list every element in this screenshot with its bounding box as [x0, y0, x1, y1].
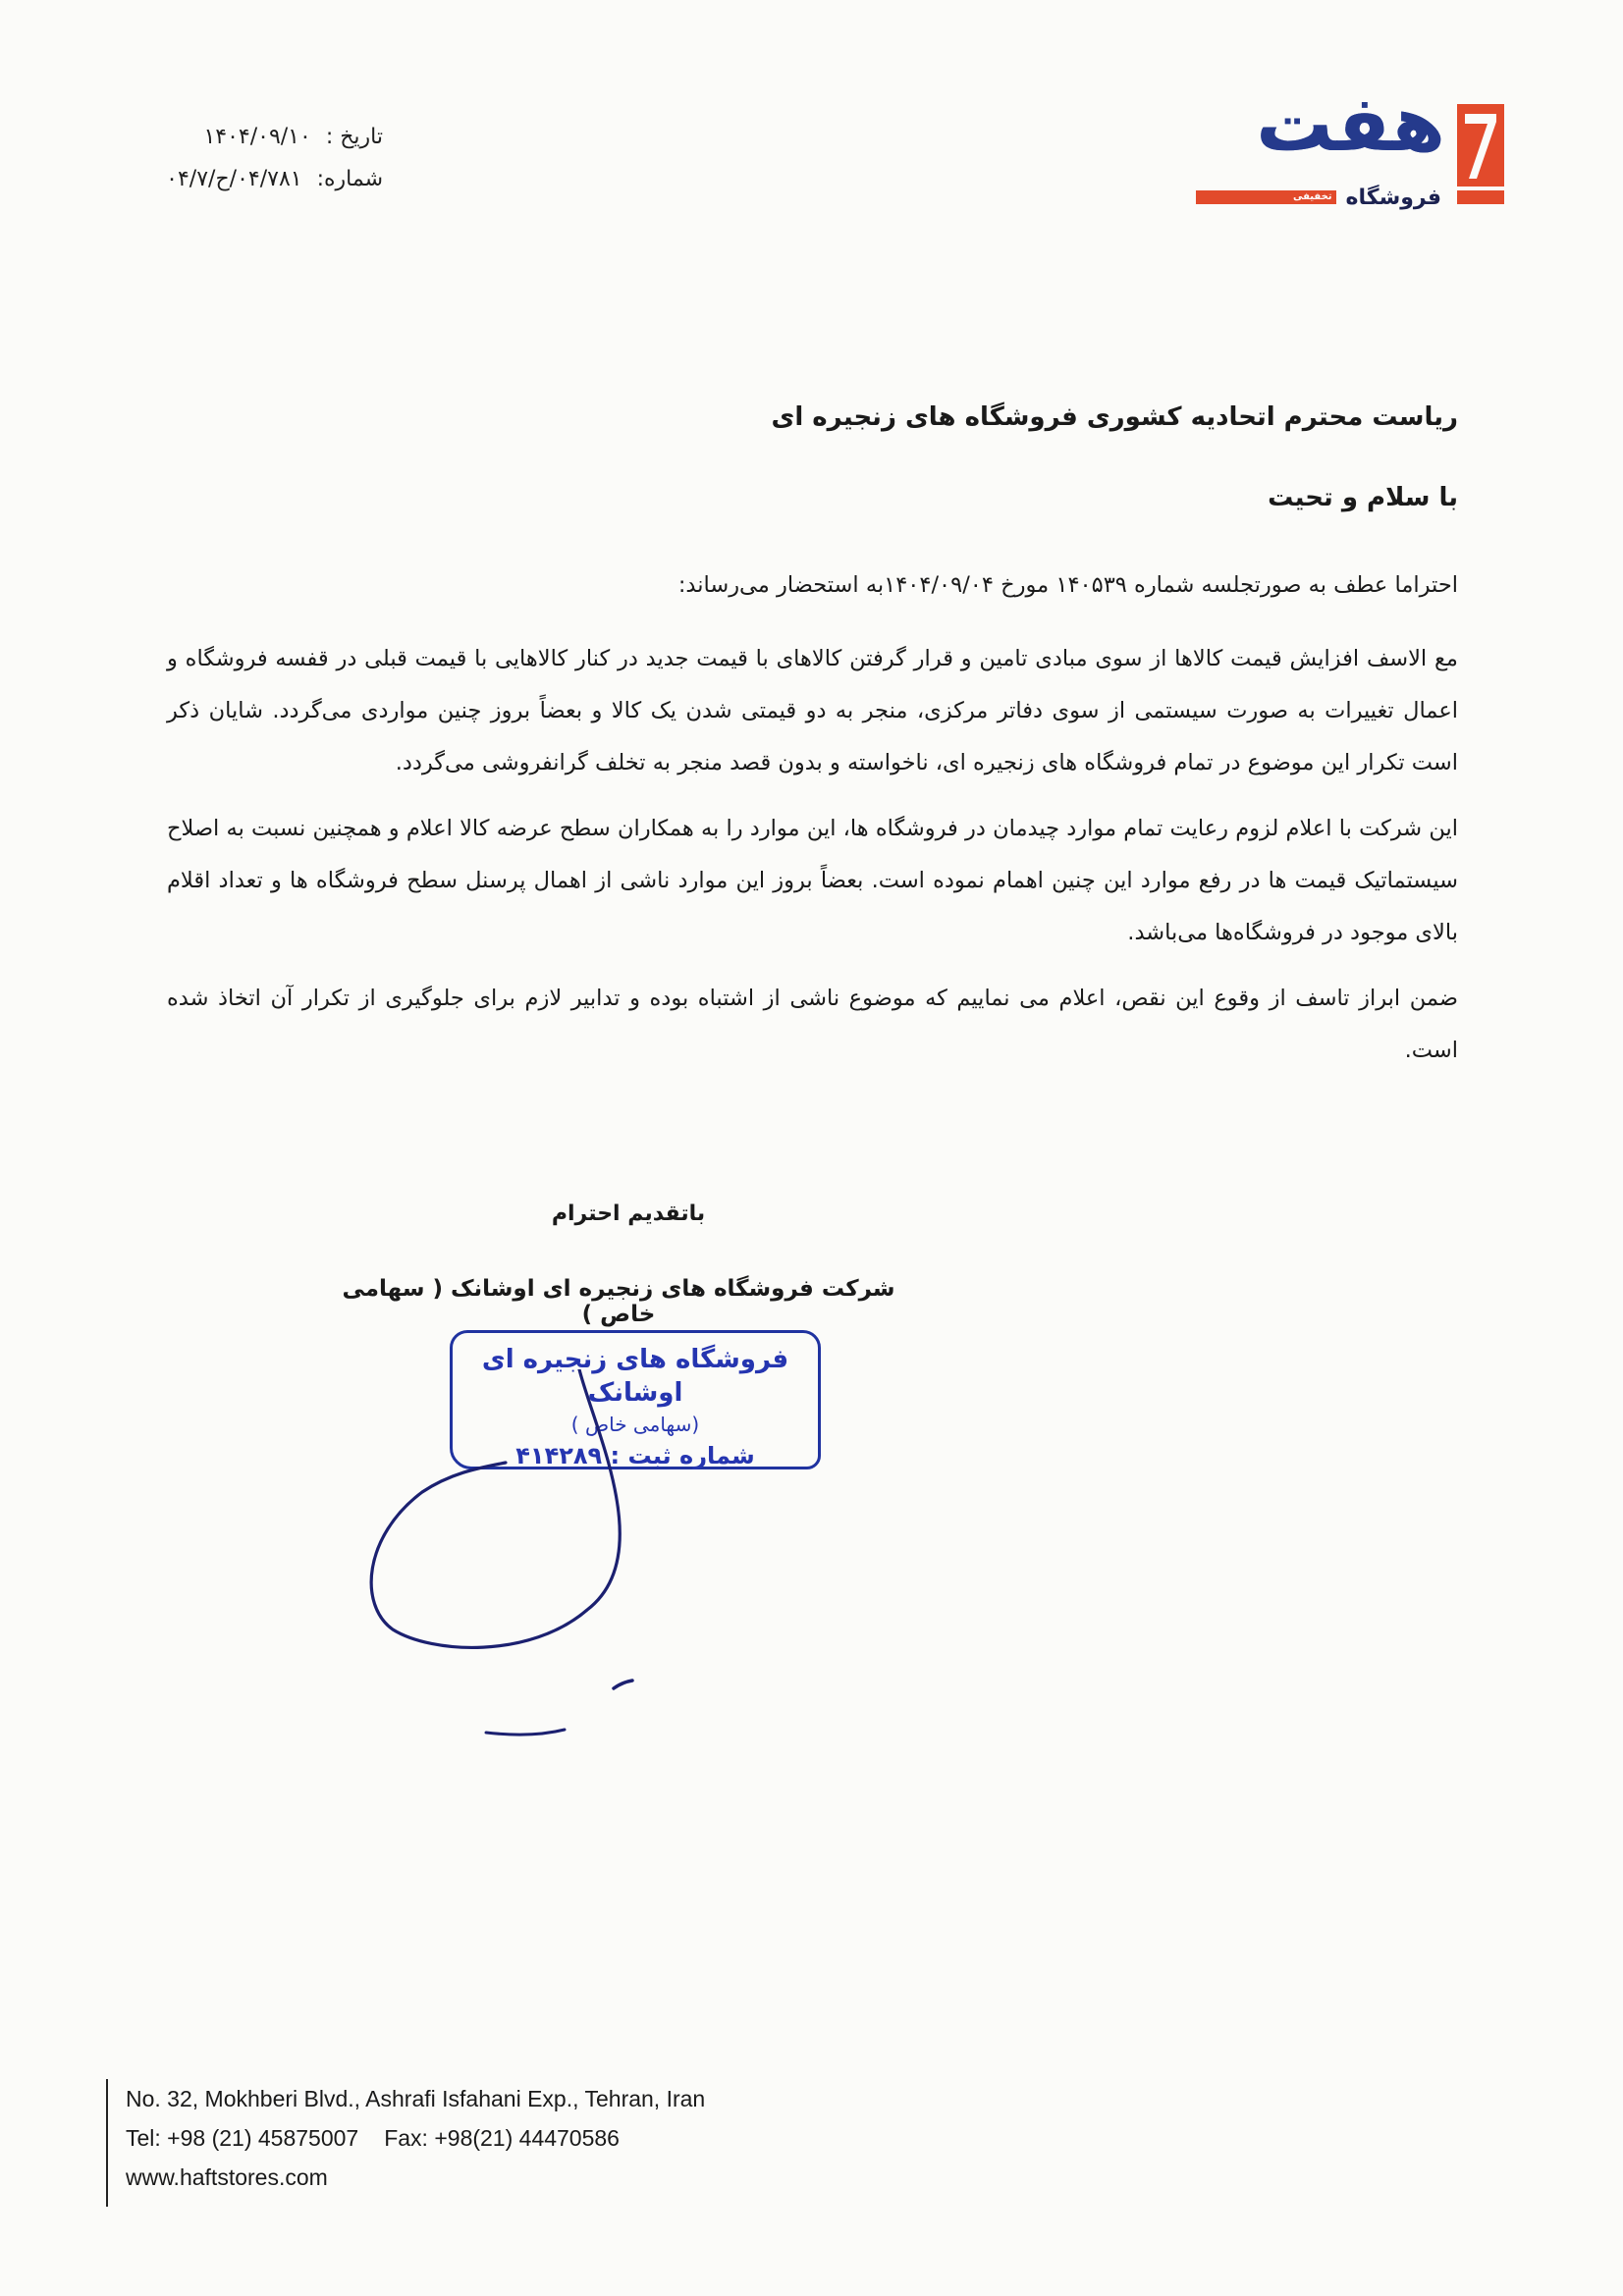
signature-icon: [363, 1369, 687, 1762]
footer-fax: Fax: +98(21) 44470586: [384, 2125, 620, 2151]
logo-wordmark: هفت: [1256, 80, 1445, 169]
logo-discount-bar: [1196, 190, 1336, 204]
logo-seven-icon: [1457, 104, 1504, 187]
footer-website[interactable]: www.haftstores.com: [126, 2164, 328, 2190]
footer-tel: Tel: +98 (21) 45875007: [126, 2125, 359, 2151]
body-paragraph: احتراما عطف به صورتجلسه شماره ۱۴۰۵۳۹ مورخ ۱۴۰۴/۰۹/۰۴به استحضار می‌رساند:: [677, 572, 1458, 598]
body-paragraph: این شرکت با اعلام لزوم رعایت تمام موارد چیدمان در فروشگاه ها، این موارد را به همکاران سطح عرضه کالا اعلام و همچنین نسبت به اصلاح سیستماتیک قیمت ها در رفع موارد این چنین اهمام نموده است. بعضاً بروز این موارد ناشی از اهمال پرسنل سطح فروشگاه ها و تعداد اقلام بالای موجود در فروشگاه‌ها می‌باشد.: [167, 816, 1458, 945]
letter-footer: [106, 2079, 705, 2207]
number-row: [137, 158, 383, 200]
stamp-registration-number: شماره ثبت : ۴۱۴۲۸۹: [515, 1442, 755, 1469]
signatory-company: شرکت فروشگاه های زنجیره ای اوشانک ( سهامی خاص ): [342, 1276, 895, 1327]
greeting: با سلام و تحیت: [1268, 483, 1458, 512]
letter-body: [167, 560, 1458, 1077]
logo-store-line: [1196, 187, 1510, 208]
body-paragraph: مع الاسف افزایش قیمت کالاها از سوی مبادی تامین و قرار گرفتن کالاهای با قیمت جدید در کنار کالاهایی با قیمت قبلی در قفسه فروشگاه و اعمال تغییرات به صورت سیستمی از سوی دفاتر مرکزی، منجر به دو قیمتی شدن یک کالا و بعضاً بروز چنین مواردی می‌گردد. شایان ذکر است تکرار این موضوع در تمام فروشگاه های زنجیره ای، ناخواسته و بدون قصد منجر به تخلف گرانفروشی می‌گردد.: [167, 646, 1458, 775]
closing-regards: باتقدیم احترام: [551, 1201, 706, 1226]
body-paragraph: ضمن ابراز تاسف از وقوع این نقص، اعلام می نماییم که موضوع ناشی از اشتباه بوده و تدابیر لازم برای جلوگیری از تکرار آن اتخاذ شده است.: [167, 986, 1458, 1063]
number-label: شماره:: [316, 167, 383, 191]
letter-meta: [137, 116, 383, 200]
haft-stores-logo: [1196, 80, 1510, 213]
date-value: ۱۴۰۴/۰۹/۱۰: [203, 125, 311, 149]
footer-contact: [126, 2118, 705, 2158]
stamp-company-type: (سهامی خاص ): [570, 1413, 700, 1436]
logo-red-bar: [1457, 190, 1504, 204]
logo-discount-tag: تخفیفی: [1292, 191, 1332, 202]
footer-address: No. 32, Mokhberi Blvd., Ashrafi Isfahani Exp., Tehran, Iran: [126, 2086, 706, 2111]
date-row: [137, 116, 383, 158]
number-value: ۰۴/۷۸۱/ح/۰۴/۷: [166, 167, 302, 191]
recipient-heading: ریاست محترم اتحادیه کشوری فروشگاه های زنجیره ای: [771, 402, 1458, 432]
logo-store-word: فروشگاه: [1345, 185, 1441, 210]
date-label: تاریخ :: [325, 125, 383, 149]
stamp-company-name: فروشگاه های زنجیره ای اوشانک: [481, 1345, 789, 1408]
